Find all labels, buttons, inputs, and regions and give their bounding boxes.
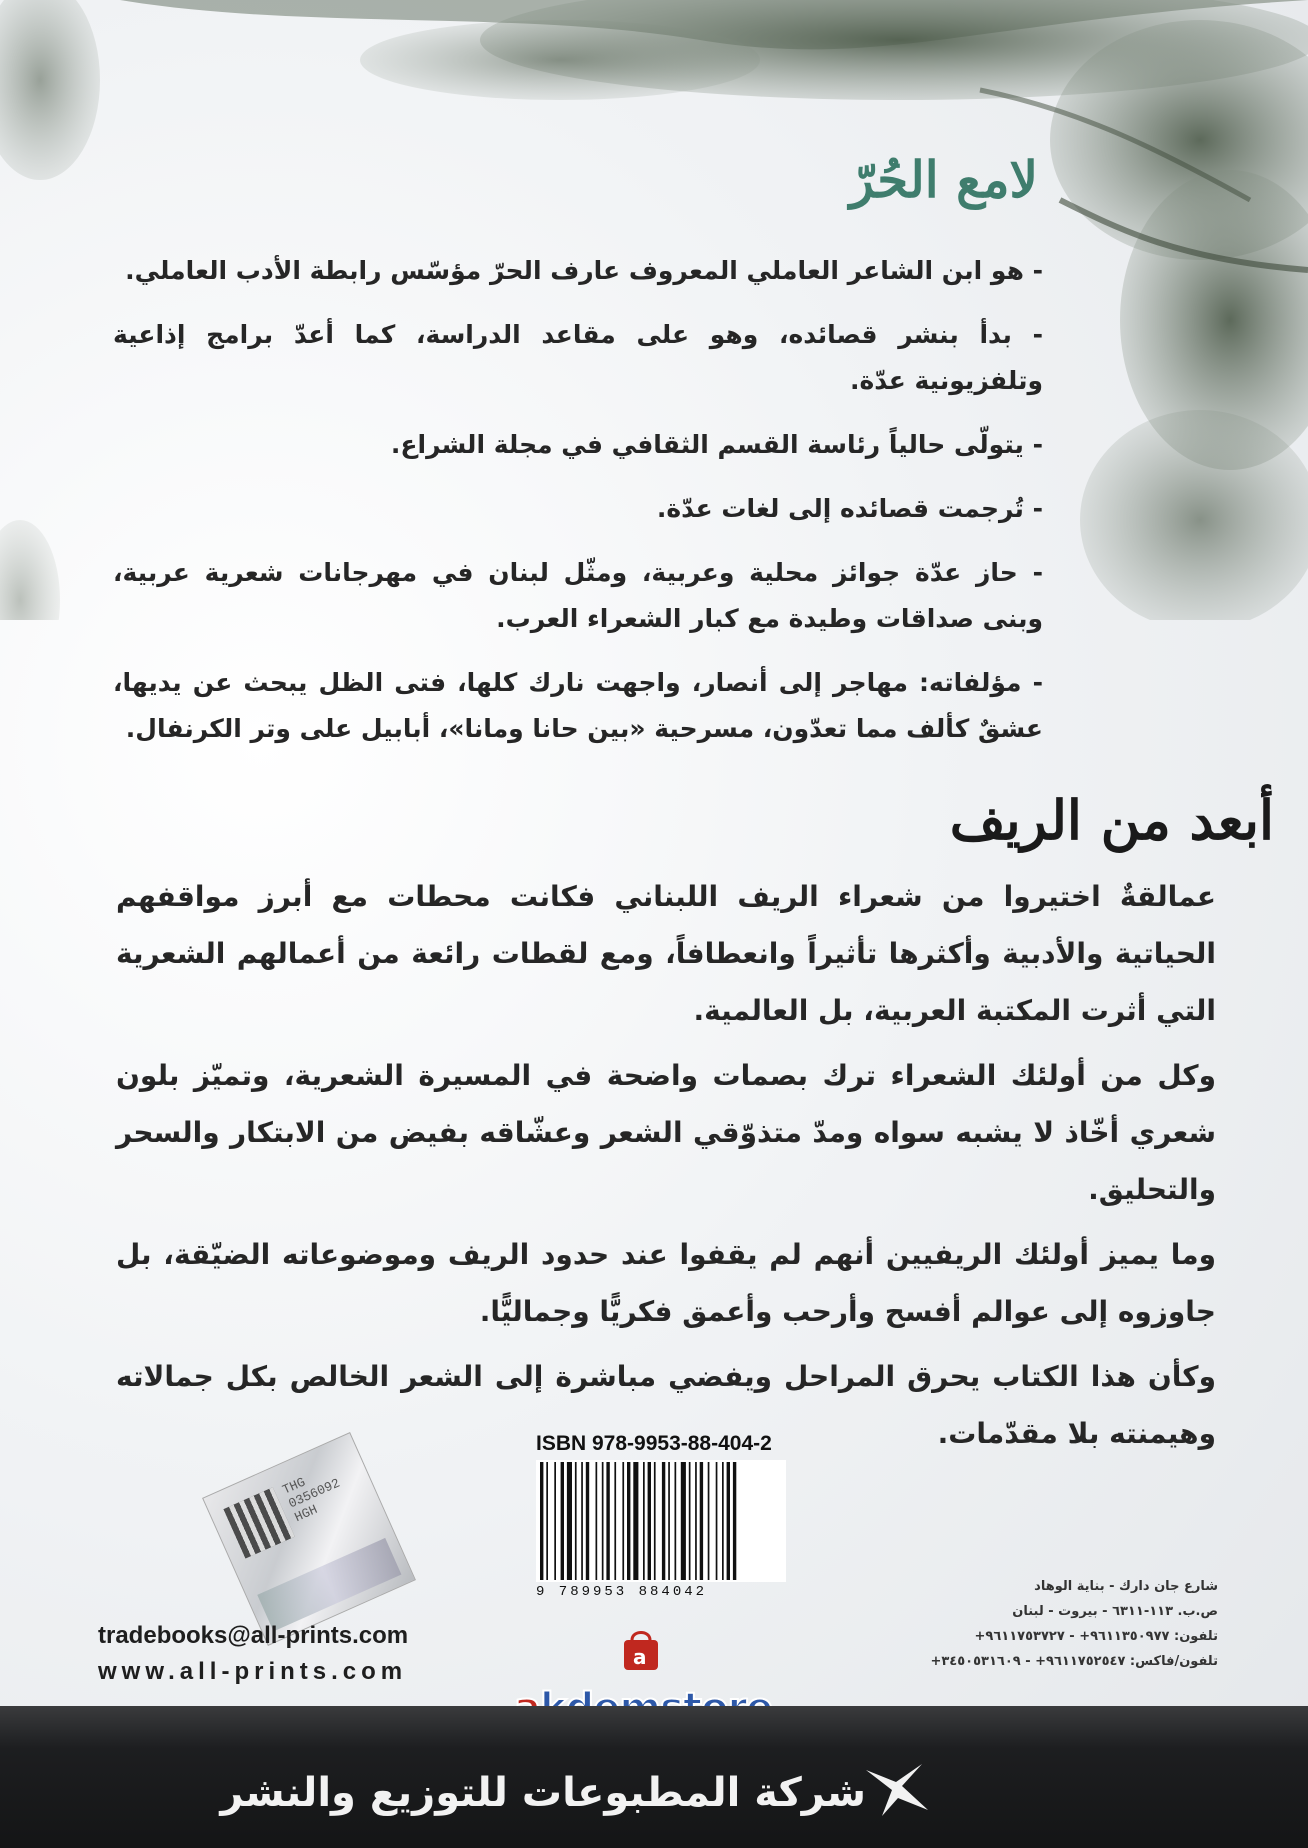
publisher-address	[918, 1574, 1218, 1674]
barcode-bar	[733, 1462, 736, 1580]
bio-item: - تُرجمت قصائده إلى لغات عدّة.	[113, 486, 1043, 532]
barcode-bar	[575, 1462, 577, 1580]
barcode-bar	[708, 1462, 710, 1580]
barcode	[536, 1460, 786, 1582]
hologram-tag	[257, 1538, 401, 1631]
address-line: ص.ب. ١١٣-٦٣١١ - بيروت - لبنان	[1012, 1604, 1218, 1619]
barcode-bar	[681, 1462, 686, 1580]
barcode-bar	[689, 1462, 691, 1580]
barcode-bar	[695, 1462, 697, 1580]
blurb-paragraph: وكأن هذا الكتاب يحرق المراحل ويفضي مباشرة إلى الشعر الخالص بكل جمالاته وهيمنته بلا مقدّمات.	[116, 1360, 1216, 1450]
barcode-bar	[554, 1462, 556, 1580]
barcode-bar	[700, 1462, 703, 1580]
bio-item: - بدأ بنشر قصائده، وهو على مقاعد الدراسة، كما أعدّ برامج إذاعية وتلفزيونية عدّة.	[113, 312, 1043, 404]
address-line: تلفون/فاكس: ٩٦١١٧٥٢٥٤٧+ - ٣٤٥٠٥٣١٦٠٩+	[930, 1654, 1218, 1669]
address-line: تلفون: ٩٦١١٣٥٠٩٧٧+ - ٩٦١١٧٥٣٧٢٧+	[974, 1629, 1218, 1644]
barcode-bar	[606, 1462, 609, 1580]
barcode-bar	[596, 1462, 598, 1580]
address-line: شارع جان دارك - بناية الوهاد	[1034, 1579, 1218, 1594]
author-bio-list	[113, 248, 1043, 770]
barcode-bar	[586, 1462, 589, 1580]
contact-website[interactable]: www.all-prints.com	[98, 1658, 408, 1685]
shopping-bag-icon	[620, 1628, 662, 1672]
publisher-bird-logo-icon	[862, 1760, 934, 1820]
barcode-bar	[567, 1462, 572, 1580]
barcode-bar	[540, 1462, 543, 1580]
blurb-paragraph: عمالقةٌ اختيروا من شعراء الريف اللبناني فكانت محطات مع أبرز مواقفهم الحياتية والأدبية وأكثرها تأثيراً وانعطافاً، ومع لقطات رائعة من أعمالهم الشعرية التي أثرت المكتبة العربية، بل العالمية.	[116, 880, 1216, 1027]
barcode-bar	[654, 1462, 656, 1580]
barcode-bar	[648, 1462, 651, 1580]
barcode-bar	[614, 1462, 616, 1580]
svg-text:a: a	[633, 1645, 647, 1669]
publisher-name: شركة المطبوعات للتوزيع والنشر	[220, 1770, 866, 1816]
barcode-bar	[727, 1462, 730, 1580]
barcode-bar	[581, 1462, 583, 1580]
barcode-bar	[627, 1462, 630, 1580]
book-title: أبعد من الريف	[949, 788, 1274, 852]
barcode-bar	[643, 1462, 645, 1580]
author-name: لامع الحُرّ	[849, 150, 1038, 209]
barcode-bar	[716, 1462, 718, 1580]
hologram-code: THG 0356092 HGH	[280, 1474, 343, 1526]
blurb-paragraph: وكل من أولئك الشعراء ترك بصمات واضحة في المسيرة الشعرية، وتميّز بلون شعري أخّاذ لا يشبه سواه ومدّ متذوّقي الشعر وعشّاقه بفيض من الابتكار والسحر والتحليق.	[116, 1059, 1216, 1206]
blurb-paragraph: وما يميز أولئك الريفيين أنهم لم يقفوا عند حدود الريف وموضوعاته الضيّقة، بل جاوزوه إلى عوالم أفسح وأرحب وأعمق فكريًّا وجماليًّا.	[116, 1238, 1216, 1328]
barcode-bar	[546, 1462, 548, 1580]
barcode-bar	[602, 1462, 604, 1580]
bio-item: - يتولّى حالياً رئاسة القسم الثقافي في مجلة الشراع.	[113, 422, 1043, 468]
barcode-bar	[561, 1462, 564, 1580]
book-blurb	[116, 868, 1216, 1470]
bio-item: - حاز عدّة جوائز محلية وعربية، ومثّل لبنان في مهرجانات شعرية عربية، وبنى صداقات وطيدة مع كبار الشعراء العرب.	[113, 550, 1043, 642]
barcode-digits: 9 789953 884042	[536, 1584, 708, 1600]
barcode-bar	[668, 1462, 670, 1580]
barcode-bar	[662, 1462, 665, 1580]
qr-code-icon	[223, 1487, 294, 1558]
barcode-bar	[675, 1462, 677, 1580]
bio-item: - مؤلفاته: مهاجر إلى أنصار، واجهت نارك كلها، فتى الظل يبحث عن يديها، عشقٌ كألف مما تعدّون، مسرحية «بين حانا ومانا»، أبابيل على وتر الكرنفال.	[113, 660, 1043, 752]
bio-item: - هو ابن الشاعر العاملي المعروف عارف الحرّ مؤسّس رابطة الأدب العاملي.	[113, 248, 1043, 294]
isbn-label: ISBN 978-9953-88-404-2	[536, 1432, 772, 1455]
contact-email[interactable]: tradebooks@all-prints.com	[98, 1622, 409, 1649]
barcode-bar	[722, 1462, 724, 1580]
barcode-bar	[622, 1462, 624, 1580]
isbn-block	[536, 1432, 796, 1600]
barcode-bar	[633, 1462, 638, 1580]
